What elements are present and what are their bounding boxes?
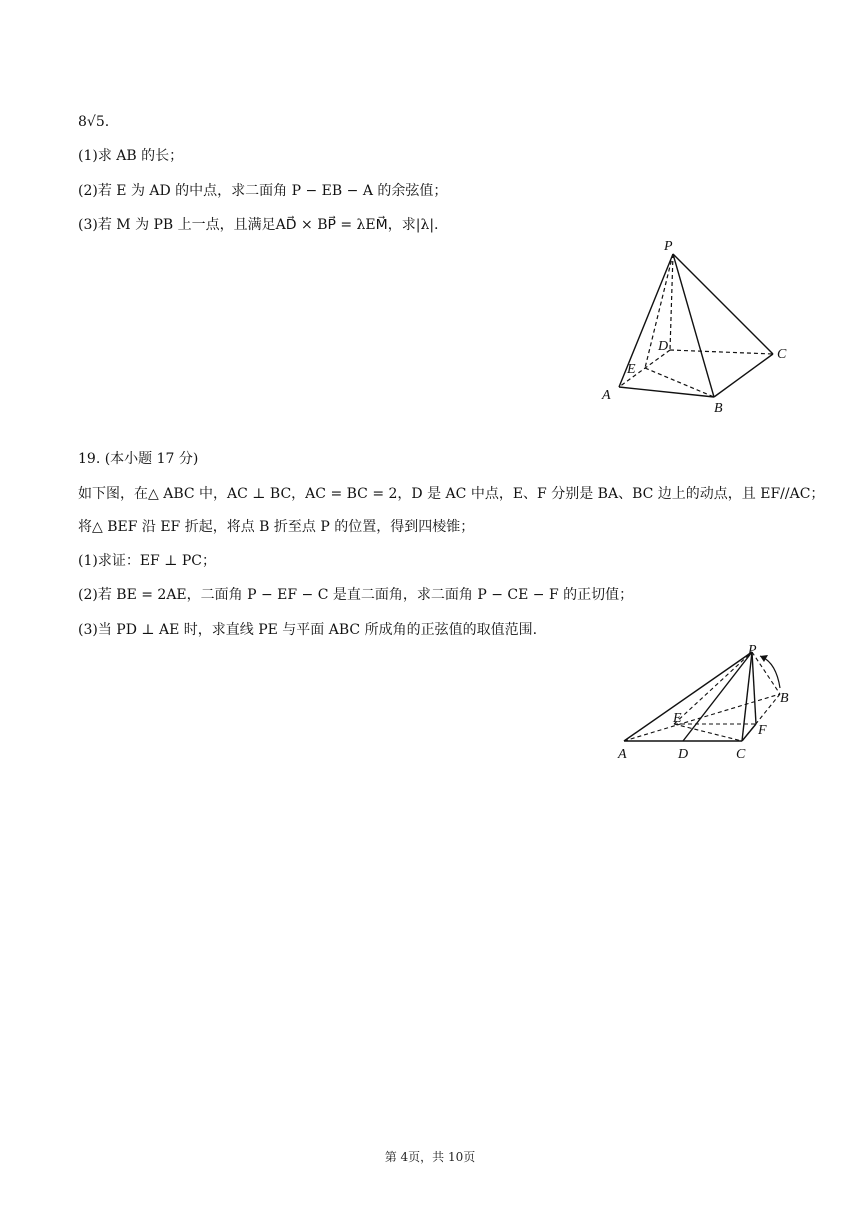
label-E: E [673, 711, 682, 726]
label-B: B [780, 691, 789, 706]
problem18-question1: (1)求 AB 的长； [78, 148, 184, 164]
edge-AB [619, 387, 714, 397]
label-A: A [602, 388, 611, 403]
label-P: P [664, 239, 673, 254]
label-D: D [658, 339, 669, 354]
edge-PF [752, 652, 756, 724]
problem19-question1: (1)求证：EF ⊥ PC； [78, 553, 216, 569]
problem19-question2: (2)若 BE = 2AE，二面角 P − EF − C 是直二面角，求二面角 P − CE − F 的正切值； [78, 587, 634, 603]
fold-arrow [760, 656, 780, 688]
problem18-pyramid-figure [590, 230, 800, 420]
problem19-stem-line2: 将△ BEF 沿 EF 折起，将点 B 折至点 P 的位置，得到四棱锥； [78, 519, 475, 535]
label-P: P [748, 643, 757, 658]
edge-DP [683, 652, 752, 741]
problem19-fold-figure [606, 640, 806, 770]
problem18-question3: (3)若 M 为 PB 上一点，且满足AD⃗ × BP⃗ = λEM⃗，求|λ|. [78, 217, 439, 233]
problem19-header: 19. (本小题 17 分) [78, 451, 199, 467]
edge-CP [742, 652, 752, 741]
label-A: A [618, 747, 627, 762]
problem18-continuation: 8√5. [78, 114, 110, 130]
label-B: B [714, 401, 723, 416]
label-C: C [736, 747, 746, 762]
label-F: F [758, 723, 767, 738]
problem18-question2: (2)若 E 为 AD 的中点，求二面角 P − EB − A 的余弦值； [78, 183, 448, 199]
edge-PD [670, 254, 673, 350]
label-C: C [777, 347, 787, 362]
edge-EP [674, 652, 752, 724]
problem19-question3: (3)当 PD ⊥ AE 时，求直线 PE 与平面 ABC 所成角的正弦值的取值范围. [78, 622, 538, 638]
problem19-stem-line1: 如下图，在△ ABC 中，AC ⊥ BC，AC = BC = 2，D 是 AC 中点，E、F 分别是 BA、BC 边上的动点，且 EF//AC； [78, 486, 825, 502]
edge-BC [714, 354, 773, 397]
page-number-footer: 第 4页，共 10页 [384, 1150, 476, 1164]
edge-DC [670, 350, 773, 354]
edge-EB [645, 368, 714, 397]
arrow-head-icon [760, 655, 768, 662]
label-D: D [678, 747, 689, 762]
label-E: E [627, 362, 636, 377]
